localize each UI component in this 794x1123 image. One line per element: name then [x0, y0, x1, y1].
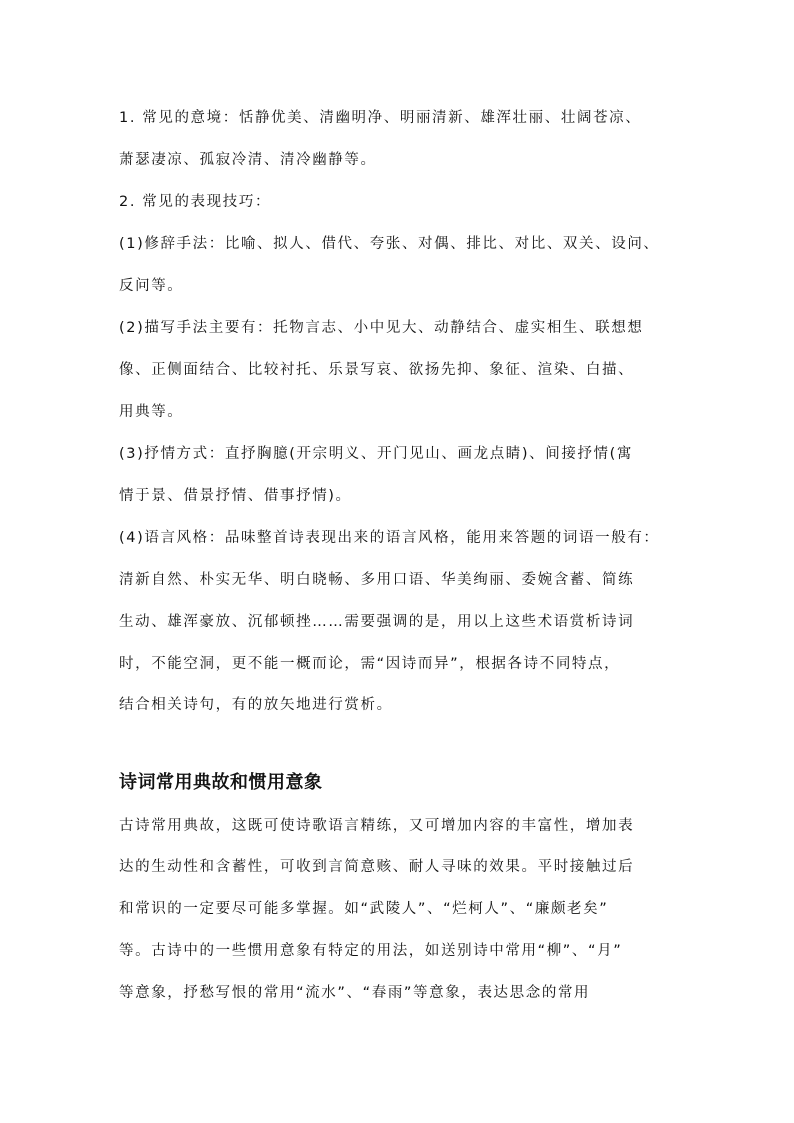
- paragraph-line: 生动、雄浑豪放、沉郁顿挫……需要强调的是，用以上这些术语赏析诗词: [119, 614, 635, 630]
- paragraph-line: 1. 常见的意境：恬静优美、清幽明净、明丽清新、雄浑壮丽、壮阔苍凉、: [119, 110, 642, 126]
- paragraph-line: 等。古诗中的一些惯用意象有特定的用法，如送别诗中常用“柳”、“月”: [119, 943, 623, 959]
- paragraph-line: 反问等。: [119, 278, 184, 294]
- paragraph-line: 2. 常见的表现技巧：: [119, 194, 272, 210]
- paragraph-line: 等意象，抒愁写恨的常用“流水”、“春雨”等意象，表达思念的常用: [119, 985, 591, 1001]
- paragraph-line: 清新自然、朴实无华、明白晓畅、多用口语、华美绚丽、委婉含蓄、简练: [119, 572, 635, 588]
- paragraph-line: 情于景、借景抒情、借事抒情)。: [119, 488, 352, 504]
- paragraph-line: (4)语言风格：品味整首诗表现出来的语言风格，能用来答题的词语一般有：: [119, 530, 660, 546]
- paragraph-line: (1)修辞手法：比喻、拟人、借代、夸张、对偶、排比、对比、双关、设问、: [119, 236, 660, 252]
- paragraph-line: 萧瑟凄凉、孤寂冷清、清冷幽静等。: [119, 152, 377, 168]
- paragraph-line: 时，不能空洞，更不能一概而论，需“因诗而异”，根据各诗不同特点，: [119, 656, 621, 672]
- section-heading: 诗词常用典故和惯用意象: [119, 772, 323, 793]
- paragraph-line: 像、正侧面结合、比较衬托、乐景写哀、欲扬先抑、象征、渲染、白描、: [119, 362, 635, 378]
- paragraph-line: (2)描写手法主要有：托物言志、小中见大、动静结合、虚实相生、联想想: [119, 320, 644, 336]
- paragraph-line: 用典等。: [119, 404, 184, 420]
- paragraph-line: 结合相关诗句，有的放矢地进行赏析。: [119, 697, 393, 713]
- paragraph-line: 达的生动性和含蓄性，可收到言简意赅、耐人寻味的效果。平时接触过后: [119, 859, 635, 875]
- paragraph-line: (3)抒情方式：直抒胸臆(开宗明义、开门见山、画龙点睛)、间接抒情(寓: [119, 446, 634, 462]
- paragraph-line: 古诗常用典故，这既可使诗歌语言精练，又可增加内容的丰富性，增加表: [119, 818, 635, 834]
- paragraph-line: 和常识的一定要尽可能多掌握。如“武陵人”、“烂柯人”、“廉颇老矣”: [119, 901, 609, 917]
